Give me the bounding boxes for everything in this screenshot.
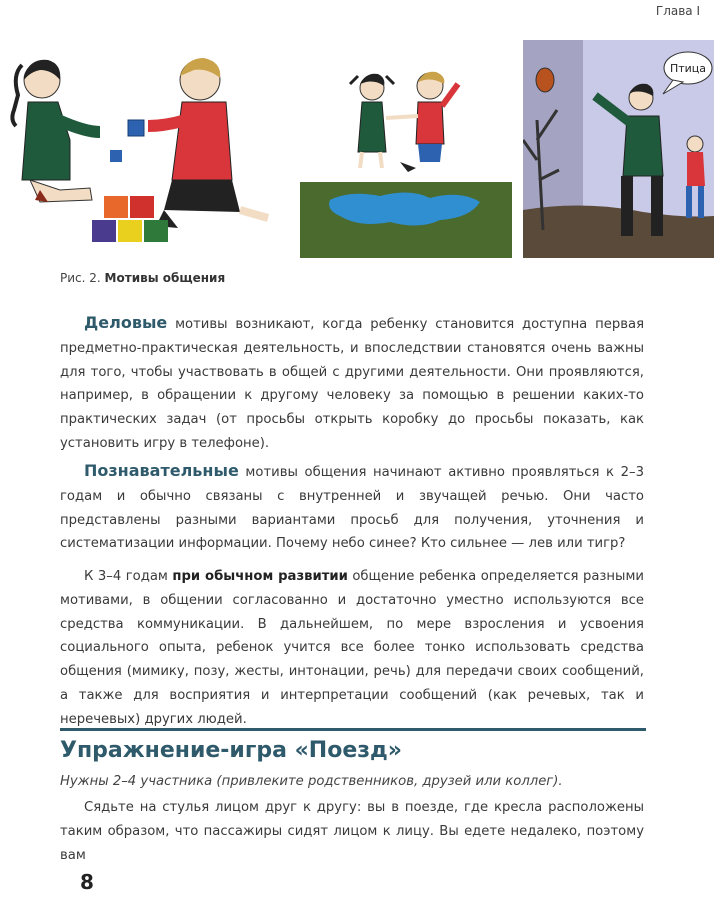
figure-caption <box>60 271 225 285</box>
boy-figure <box>148 58 268 228</box>
term-business: Деловые <box>84 313 168 332</box>
paragraph-text: мотивы возникают, когда ребенку становится доступна первая предметно-практическая деятельность, и впоследствии становятся очень важны для того, чтобы участвовать в общей с другими деятельности. Они проявляются, например, в обращении к другому человеку за помощью в решении каких-то практических задач (от просьбы открыть коробку до просьбы показать, как установить игру в телефоне). <box>60 317 644 451</box>
paragraph-intro: К 3–4 годам <box>84 569 173 584</box>
caption-prefix: Рис. 2. <box>60 271 101 285</box>
illustration-business-motive <box>0 40 285 250</box>
paragraph-cognitive-motives <box>60 459 644 556</box>
paragraph-text: мотивы общения начинают активно проявляться к 2–3 годам и обычно связаны с внутренней и звучащей речью. Они часто представлены разными вариантами просьб для получения, уточнения и систематизации информации. Почему небо синее? Кто сильнее — лев или тигр? <box>60 465 644 552</box>
section-divider <box>60 728 646 731</box>
exercise-title: Упражнение-игра «Поезд» <box>60 738 403 763</box>
exercise-note: Нужны 2–4 участника (привлеките родственников, друзей или коллег). <box>60 774 563 789</box>
paragraph-business-motives <box>60 311 644 456</box>
speech-bubble-text: Птица <box>669 62 707 75</box>
girl-figure <box>12 60 100 202</box>
caption-title: Мотивы общения <box>104 271 226 285</box>
exercise-body: Сядьте на стулья лицом друг к другу: вы в поезде, где кресла расположены таким образом, что пассажиры сидят лицом к лицу. Вы едете недалеко, поэтому вам <box>60 800 644 863</box>
chapter-header: Глава I <box>655 4 700 18</box>
page-number: 8 <box>80 870 94 894</box>
exercise-text <box>60 796 644 867</box>
illustration-cognitive-bird <box>523 40 714 258</box>
emphasis-normal-development: при обычном развитии <box>172 569 348 584</box>
paragraph-text: общение ребенка определяется разными мотивами, в общении согласованно и достаточно уместно используются все средства коммуникации. В дальнейшем, по мере взросления и усвоения социального опыта, ребенок учится все более тонко использовать средства общения (мимику, позу, жесты, интонации, речь) для передачи своих сообщений, а также для восприятия и интерпретации сообщений (как речевых, так и неречевых) других людей. <box>60 569 644 727</box>
paragraph-development <box>60 565 644 732</box>
illustration-cognitive-puddle <box>300 40 512 258</box>
term-cognitive: Познавательные <box>84 461 239 480</box>
